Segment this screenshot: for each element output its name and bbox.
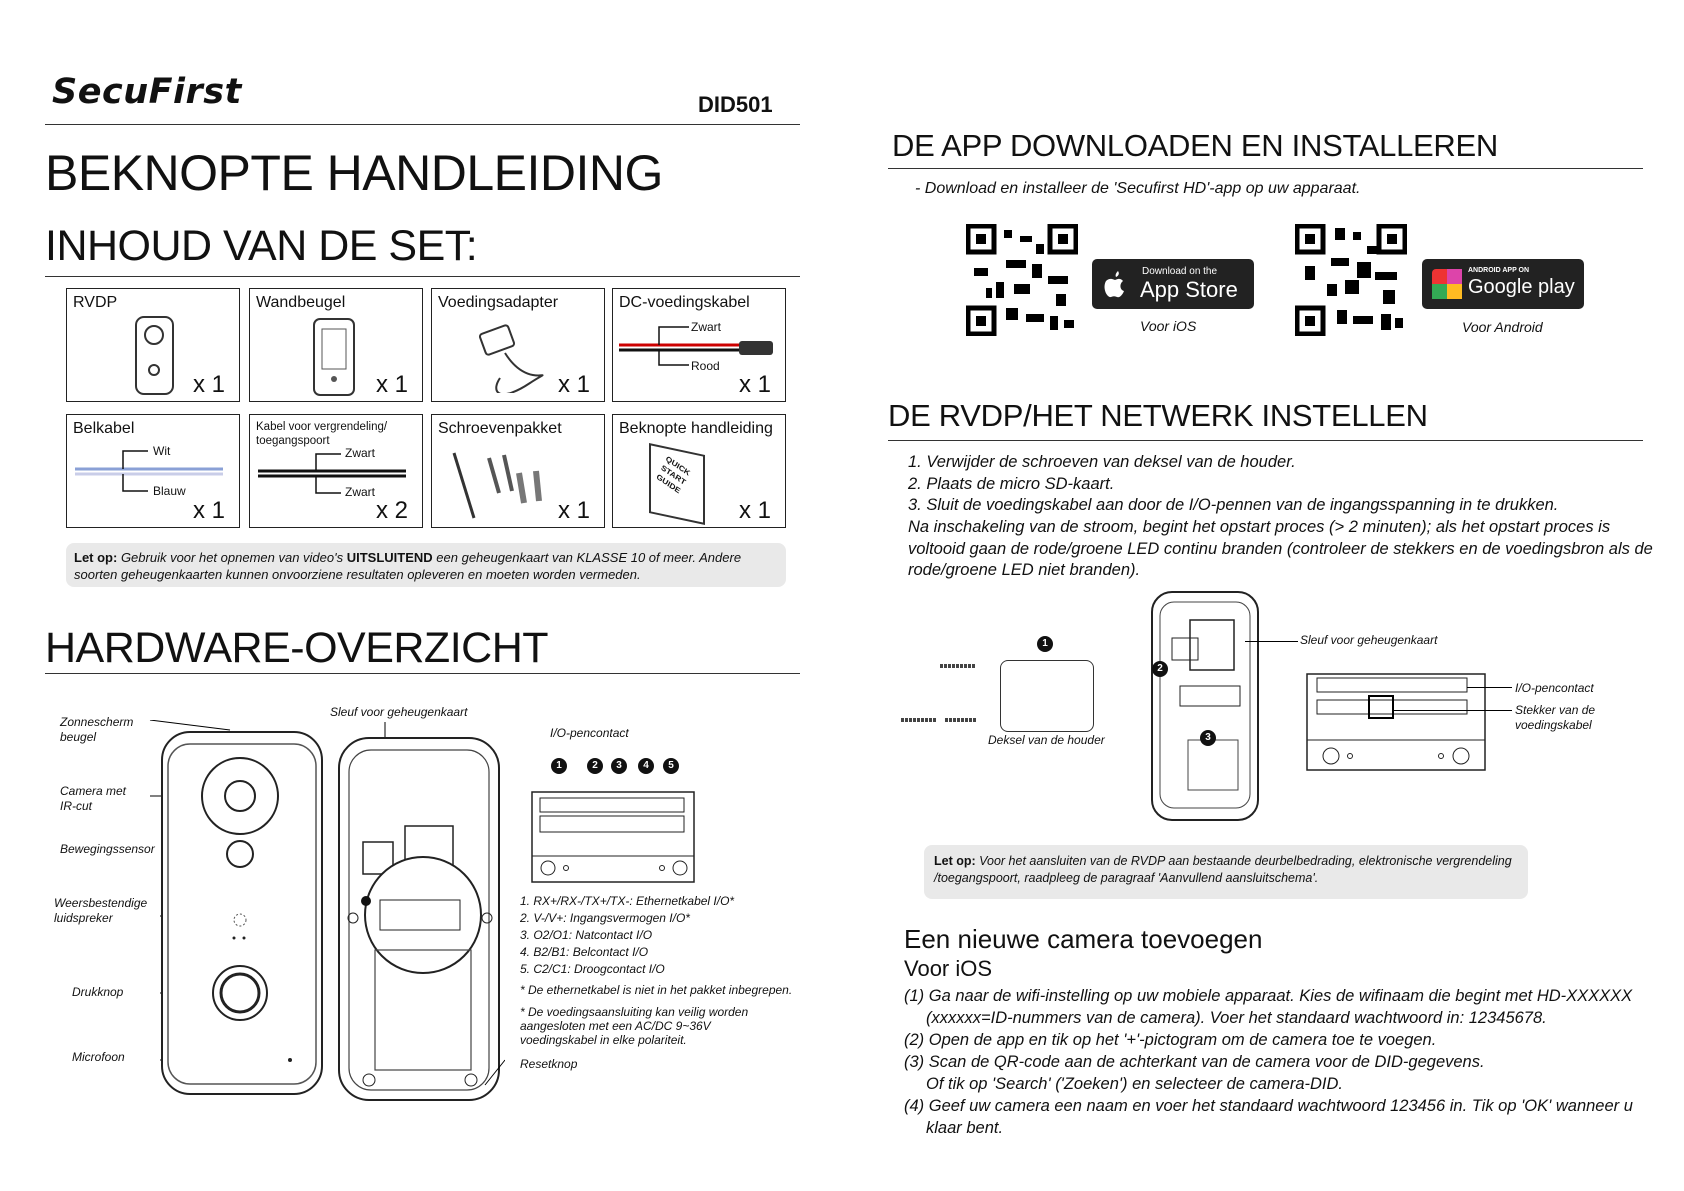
step-marker-2: 2 xyxy=(1152,661,1168,677)
network-step-3: 3. Sluit de voedingskabel aan door de I/O-pennen van de ingangsspanning in te drukken. xyxy=(908,496,1559,514)
item-label: Wandbeugel xyxy=(256,294,346,311)
io-number-4: 4 xyxy=(638,758,654,774)
item-label: Voedingsadapter xyxy=(438,294,559,311)
item-rvdp xyxy=(66,288,240,402)
footnote-power: * De voedingsaansluiting kan veilig worden aangesloten met een AC/DC 9~36V voedingskabel in elke polariteit. xyxy=(520,1005,749,1047)
label-camera: Camera met IR-cut xyxy=(60,784,127,813)
item-label: Belkabel xyxy=(73,420,135,437)
add-camera-step-2: (2) Open de app en tik op het '+'-pictogram om de camera toe te voegen. xyxy=(904,1031,1437,1049)
wall-bracket-image xyxy=(312,317,356,397)
android-caption: Voor Android xyxy=(1462,319,1543,335)
ios-subheading: Voor iOS xyxy=(904,956,993,981)
note-prefix: Let op: xyxy=(934,854,976,868)
item-qty: x 1 xyxy=(738,497,771,524)
item-qty: x 1 xyxy=(738,371,771,398)
wire-label-top: Wit xyxy=(153,444,171,458)
google-play-icon xyxy=(1432,269,1462,299)
booklet-text: QUICK START GUIDE xyxy=(655,454,692,496)
app-store-small: Download on the xyxy=(1142,266,1218,277)
app-store-badge[interactable] xyxy=(1092,259,1254,309)
io-number-5: 5 xyxy=(663,758,679,774)
add-camera-step-4: (4) Geef uw camera een naam en voer het standaard wachtwoord 123456 in. Tik op 'OK' wanneer u klaar bent. xyxy=(904,1097,1633,1137)
pin-list-3: 3. O2/O1: Natcontact I/O xyxy=(520,928,653,942)
label-microfoon: Microfoon xyxy=(72,1050,125,1064)
network-step-4: Na inschakeling van de stroom, begint het opstart proces (> 2 minuten); als het opstart proces is voltooid gaan de rode/groene LED continu branden (controleer de stekkers en de voedingsbron als de rode/groene LED niet branden). xyxy=(908,518,1653,579)
brand-logo: SecuFirst xyxy=(52,72,242,112)
apple-icon xyxy=(1102,269,1126,299)
doorbell-front-diagram xyxy=(110,720,330,1100)
power-leader-line xyxy=(1393,710,1512,711)
cover-plate xyxy=(1000,660,1094,732)
label-drukknop: Drukknop xyxy=(72,985,124,999)
header-rule xyxy=(45,124,800,125)
ios-caption: Voor iOS xyxy=(1140,318,1197,334)
model-number: DID501 xyxy=(698,92,773,117)
item-label: DC-voedingskabel xyxy=(619,294,750,311)
item-schroevenpakket xyxy=(431,414,605,528)
label-bewegingssensor: Bewegingssensor xyxy=(60,842,155,856)
wiring-note xyxy=(924,845,1528,899)
add-camera-heading: Een nieuwe camera toevoegen xyxy=(904,924,1263,954)
wire-label-top: Zwart xyxy=(691,320,721,334)
step-marker-3: 3 xyxy=(1200,730,1216,746)
qr-ios xyxy=(966,224,1078,336)
item-label: Schroevenpakket xyxy=(438,420,562,437)
note-prefix: Let op: xyxy=(74,550,118,565)
label-sleuf: Sleuf voor geheugenkaart xyxy=(330,705,468,719)
network-doorbell-diagram xyxy=(1150,590,1262,825)
item-voedingsadapter xyxy=(431,288,605,402)
io-number-1: 1 xyxy=(551,758,567,774)
add-camera-step-1: (1) Ga naar de wifi-instelling op uw mobiele apparaat. Kies de wifinaam die begint met HD-XXXXXX (xxxxxx=ID-nummers van de camera). Voer het standaard wachtwoord in: 12345678. xyxy=(904,987,1633,1027)
label-luidspreker: Weersbestendige luidspreker xyxy=(54,896,148,925)
item-qty: x 1 xyxy=(192,371,225,398)
item-vergrendelingskabel xyxy=(249,414,423,528)
network-diagram-screws xyxy=(895,650,995,730)
label-zonnescherm: Zonnescherm beugel xyxy=(60,715,134,744)
booklet-image xyxy=(649,443,705,525)
slot-leader-line xyxy=(1245,641,1298,642)
note-text-2: een geheugenkaart van KLASSE 10 of meer. Andere soorten geheugenkaarten kunnen onvoorziene resultaten opleveren en moeten worden vermeden. xyxy=(74,550,742,582)
note-strong: UITSLUITEND xyxy=(346,550,433,565)
lock-cable-image xyxy=(256,449,416,503)
io-number-2: 2 xyxy=(587,758,603,774)
cover-label: Deksel van de houder xyxy=(988,733,1105,747)
memory-card-note xyxy=(66,543,786,587)
app-instruction: - Download en installeer de 'Secufirst HD'-app op uw apparaat. xyxy=(915,180,1361,197)
network-io-diagram xyxy=(1305,660,1490,775)
label-resetknop: Resetknop xyxy=(520,1057,578,1071)
network-rule xyxy=(888,440,1643,441)
set-contents-rule xyxy=(45,276,800,277)
footnote-ethernet: * De ethernetkabel is niet in het pakket inbegrepen. xyxy=(520,983,793,997)
wire-label-top: Zwart xyxy=(345,446,375,460)
pin-list-2: 2. V-/V+: Ingangsvermogen I/O* xyxy=(520,911,690,925)
google-play-big: Google play xyxy=(1468,276,1575,298)
note-text: Gebruik voor het opnemen van video's xyxy=(117,550,347,565)
item-dc-voedingskabel xyxy=(612,288,786,402)
item-beknopte-handleiding xyxy=(612,414,786,528)
power-adapter-image xyxy=(470,323,570,393)
wire-label-bottom: Rood xyxy=(691,359,720,373)
app-rule xyxy=(888,168,1643,169)
google-play-badge[interactable] xyxy=(1422,259,1584,309)
step-marker-1: 1 xyxy=(1037,636,1053,652)
item-wandbeugel xyxy=(249,288,423,402)
network-step-2: 2. Plaats de micro SD-kaart. xyxy=(908,475,1115,493)
item-qty: x 2 xyxy=(375,497,408,524)
item-label: Beknopte handleiding xyxy=(619,420,773,437)
item-qty: x 1 xyxy=(375,371,408,398)
pin-list-4: 4. B2/B1: Belcontact I/O xyxy=(520,945,649,959)
io-leader-line xyxy=(1467,687,1512,688)
wire-label-bottom: Blauw xyxy=(153,484,186,498)
page-title: BEKNOPTE HANDLEIDING xyxy=(45,145,663,201)
note-text: Voor het aansluiten van de RVDP aan bestaande deurbelbedrading, elektronische vergrendeling /toegangspoort, raadpleeg de paragraaf 'Aanvullend aansluitschema'. xyxy=(934,854,1512,885)
wire-label-bottom: Zwart xyxy=(345,485,375,499)
doorbell-image xyxy=(134,315,176,397)
item-qty: x 1 xyxy=(192,497,225,524)
app-store-big: App Store xyxy=(1140,277,1238,302)
network-step-1: 1. Verwijder de schroeven van deksel van de houder. xyxy=(908,453,1296,471)
screws-image xyxy=(444,443,554,523)
network-power-label: Stekker van de voedingskabel xyxy=(1515,703,1596,732)
item-label: RVDP xyxy=(73,294,118,311)
item-qty: x 1 xyxy=(557,497,590,524)
hardware-heading: HARDWARE-OVERZICHT xyxy=(45,624,549,672)
add-camera-step-3: (3) Scan de QR-code aan de achterkant van de camera voor de DID-gegevens. Of tik op 'Search' ('Zoeken') en selecteer de camera-DID. xyxy=(904,1053,1485,1093)
google-play-small: ANDROID APP ON xyxy=(1468,267,1530,274)
pin-list-5: 5. C2/C1: Droogcontact I/O xyxy=(520,962,665,976)
label-io: I/O-pencontact xyxy=(550,726,629,740)
set-contents-heading: INHOUD VAN DE SET: xyxy=(45,222,478,270)
doorbell-back-diagram xyxy=(335,720,505,1105)
network-heading: DE RVDP/HET NETWERK INSTELLEN xyxy=(888,398,1428,433)
network-io-label: I/O-pencontact xyxy=(1515,681,1594,695)
item-belkabel xyxy=(66,414,240,528)
app-heading: DE APP DOWNLOADEN EN INSTALLEREN xyxy=(892,128,1498,163)
pin-list-1: 1. RX+/RX-/TX+/TX-: Ethernetkabel I/O* xyxy=(520,894,735,908)
hardware-rule xyxy=(45,673,800,674)
item-qty: x 1 xyxy=(557,371,590,398)
io-number-3: 3 xyxy=(611,758,627,774)
qr-android xyxy=(1295,224,1407,336)
io-connector-diagram xyxy=(530,776,700,886)
network-slot-label: Sleuf voor geheugenkaart xyxy=(1300,633,1438,647)
item-label: Kabel voor vergrendeling/ toegangspoort xyxy=(256,421,388,447)
